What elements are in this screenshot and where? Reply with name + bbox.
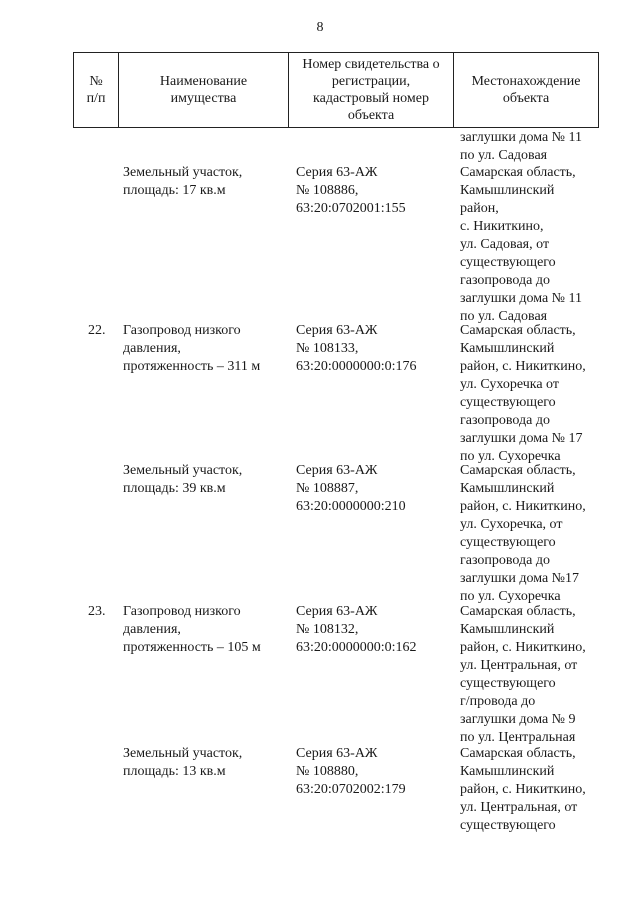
row-property-name: Земельный участок, площадь: 39 кв.м: [123, 463, 243, 496]
header-number: № п/п: [74, 53, 119, 128]
header-registration: Номер свидетельства о регистрации, кадастровый номер объекта: [289, 53, 454, 128]
table-header: [73, 52, 599, 128]
header-property-name: Наименование имущества: [119, 53, 289, 128]
row-property-name: Газопровод низкого давления, протяженность – 311 м: [123, 323, 261, 374]
page-number: 8: [316, 20, 324, 35]
row-location: Самарская область, Камышлинский район, с. Никиткино, ул. Сухоречка от существующего газопровода до заглушки дома № 17 по ул. Сухоречка: [460, 323, 586, 464]
row-registration: Серия 63-АЖ № 108132, 63:20:0000000:0:162: [296, 604, 417, 655]
row-registration: Серия 63-АЖ № 108880, 63:20:0702002:179: [296, 746, 406, 797]
carryover-location: заглушки дома № 11 по ул. Садовая: [460, 130, 583, 163]
row-registration: Серия 63-АЖ № 108887, 63:20:0000000:210: [296, 463, 406, 514]
header-location: Местонахождение объекта: [454, 53, 599, 128]
row-number: 22.: [88, 323, 106, 338]
row-number: 23.: [88, 604, 106, 619]
row-property-name: Земельный участок, площадь: 17 кв.м: [123, 165, 243, 198]
row-location: Самарская область, Камышлинский район, с. Никиткино, ул. Центральная, от существующего г/провода до заглушки дома № 9 по ул. Центральная: [460, 604, 586, 745]
row-property-name: Земельный участок, площадь: 13 кв.м: [123, 746, 243, 779]
row-registration: Серия 63-АЖ № 108886, 63:20:0702001:155: [296, 165, 406, 216]
row-registration: Серия 63-АЖ № 108133, 63:20:0000000:0:176: [296, 323, 417, 374]
row-location: Самарская область, Камышлинский район, с. Никиткино, ул. Центральная, от существующего: [460, 746, 586, 833]
row-location: Самарская область, Камышлинский район, с. Никиткино, ул. Сухоречка, от существующего газопровода до заглушки дома №17 по ул. Сухоречка: [460, 463, 586, 604]
row-location: Самарская область, Камышлинский район, с. Никиткино, ул. Садовая, от существующего газопровода до заглушки дома № 11 по ул. Садовая: [460, 165, 583, 324]
row-property-name: Газопровод низкого давления, протяженность – 105 м: [123, 604, 261, 655]
